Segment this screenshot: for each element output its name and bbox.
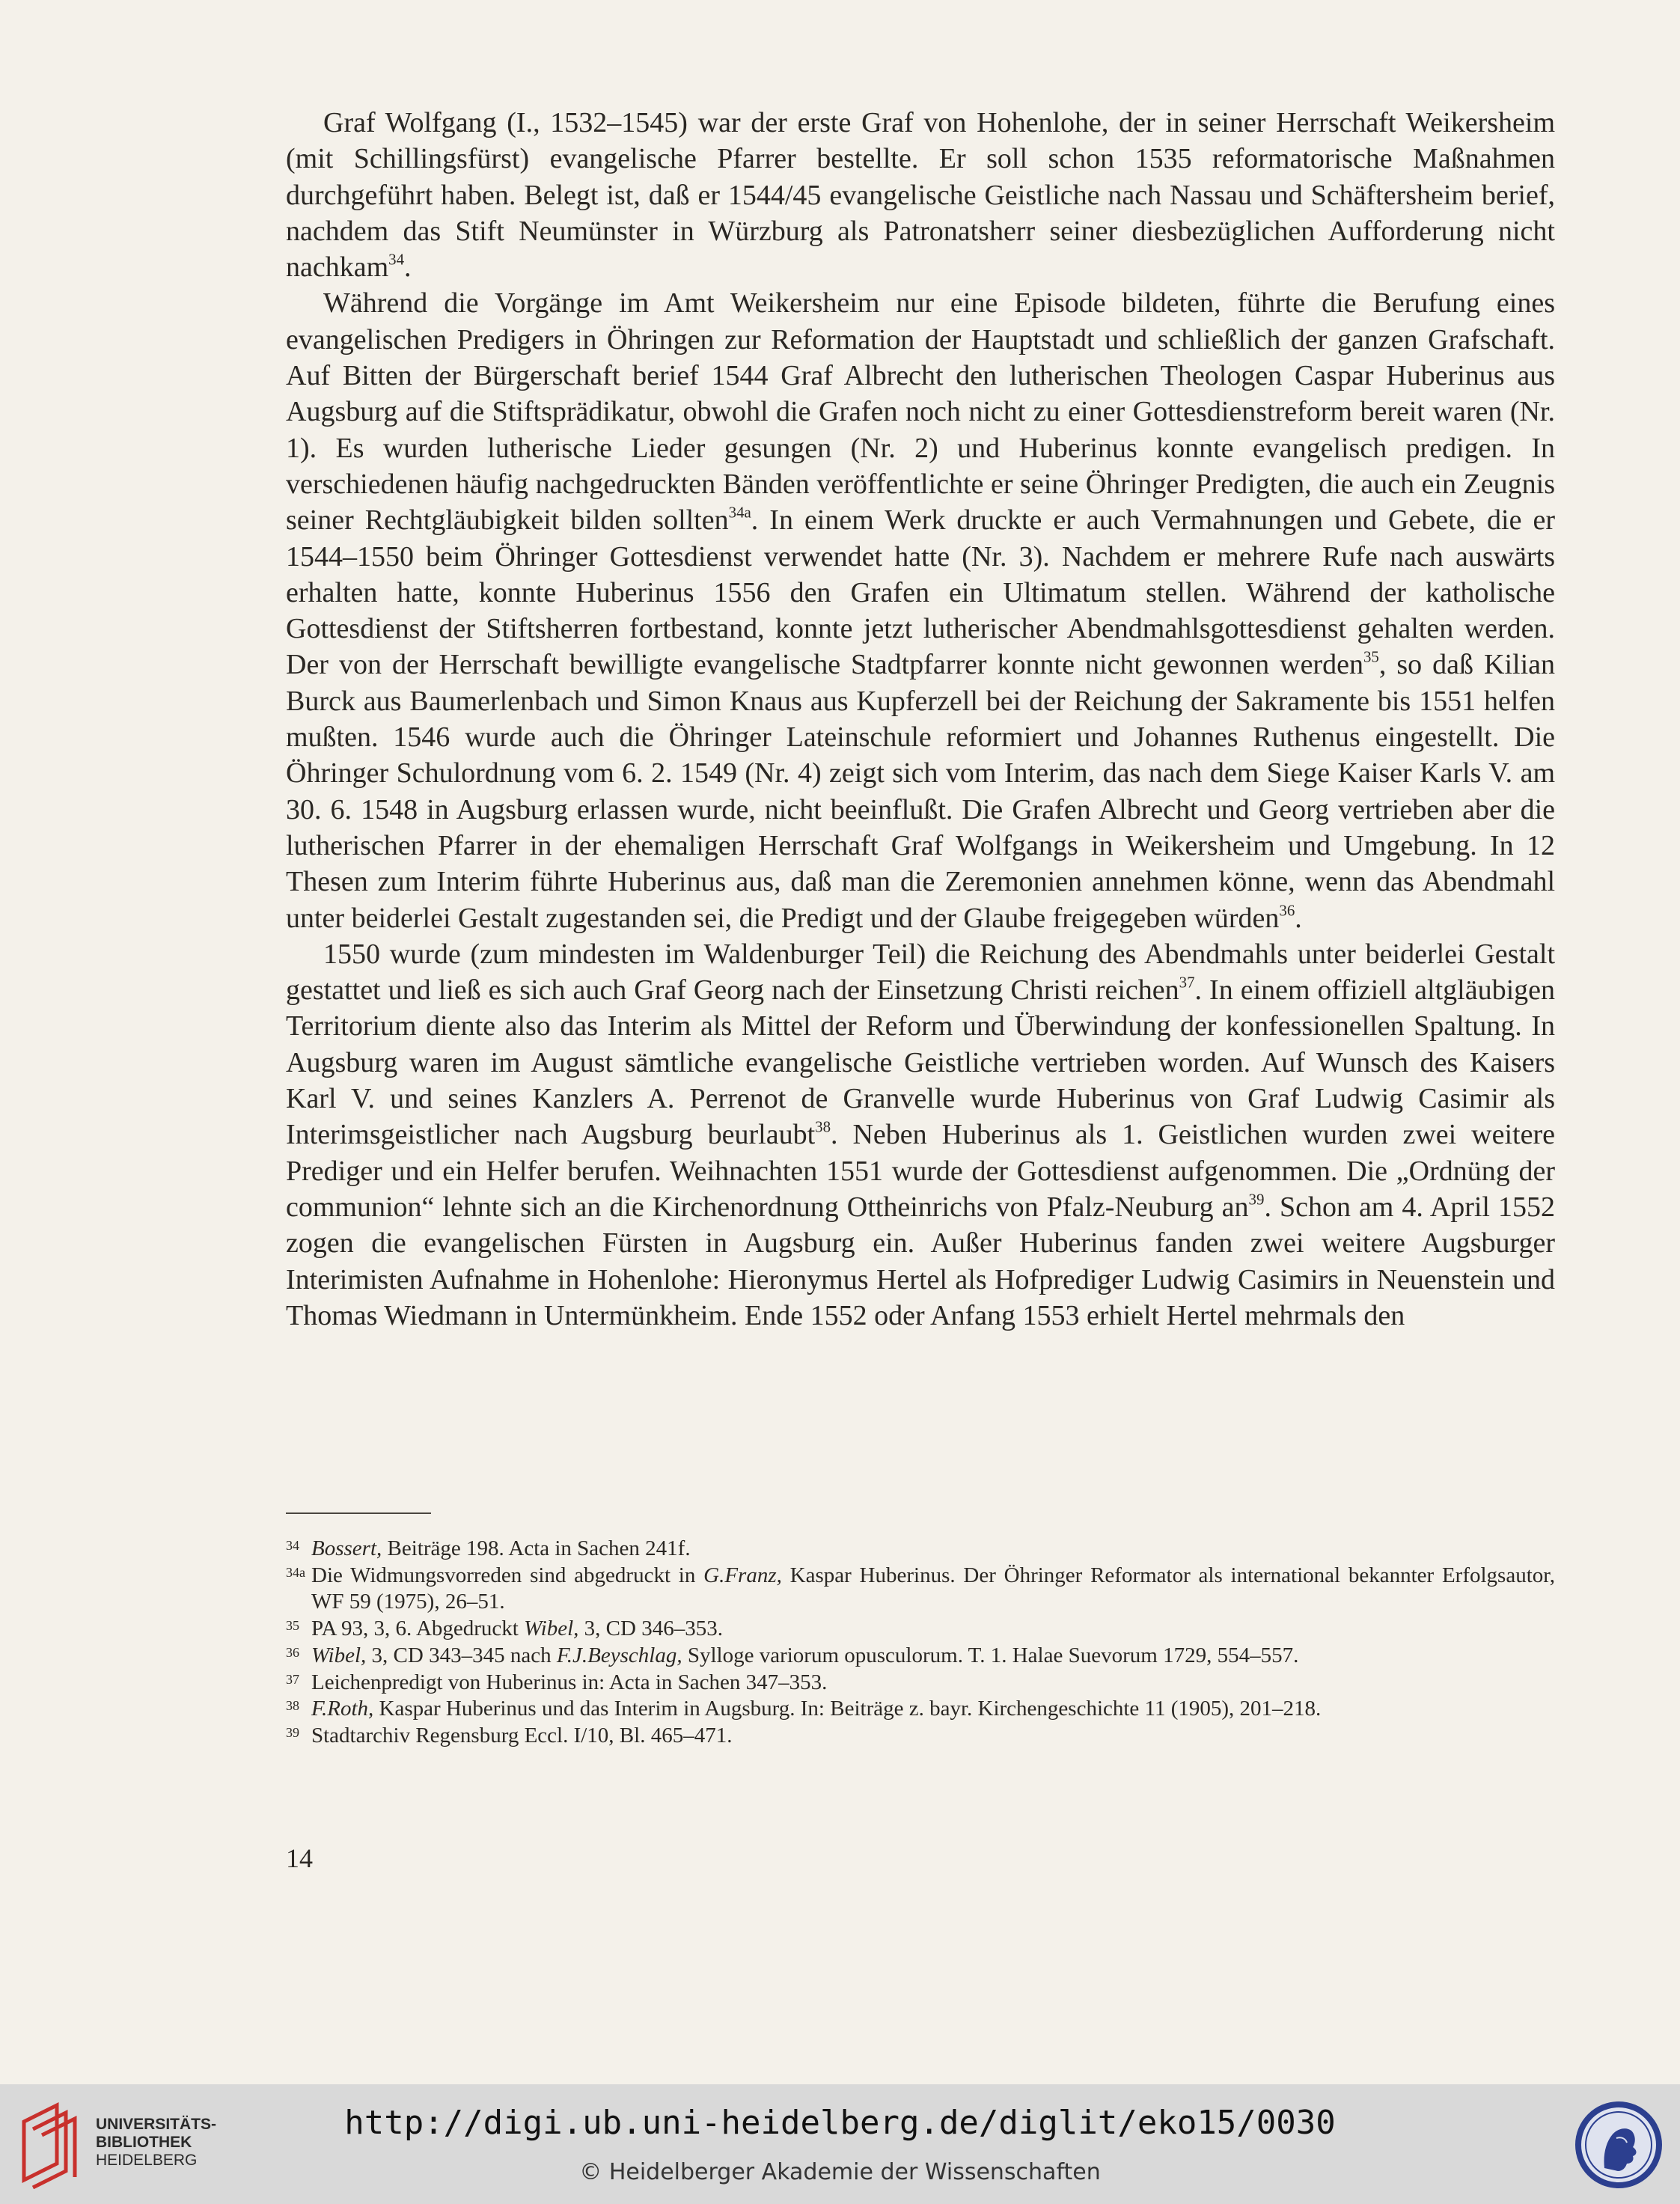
permalink-url[interactable]: http://digi.ub.uni-heidelberg.de/diglit/eko15/0030 (344, 2104, 1336, 2142)
italic-author: F.J.Beyschlag, (556, 1643, 682, 1667)
footnote-reference: 34 (388, 250, 405, 269)
footnote-number: 34 (286, 1538, 299, 1553)
text-run: . (1295, 902, 1302, 934)
footnotes (286, 1536, 1555, 1750)
italic-author: G.Franz, (703, 1563, 782, 1587)
italic-author: Bossert, (311, 1536, 382, 1560)
text-run: Kaspar Huberinus. Der Öhringer Reformator als international bekannter Erfolgsautor, WF 59 (1975), 26–51. (311, 1563, 1556, 1614)
footnote (286, 1696, 1555, 1723)
footnote-reference: 39 (1248, 1190, 1265, 1209)
text-run: Leichenpredigt von Huberinus in: Acta in Sachen 347–353. (311, 1670, 828, 1694)
footnote-reference: 34a (728, 503, 751, 522)
footnote-reference: 37 (1179, 973, 1195, 992)
footnote (286, 1670, 1555, 1697)
copyright-notice: © Heidelberger Akademie der Wissenschaften (579, 2159, 1101, 2185)
footnote-number: 34a (286, 1564, 305, 1580)
footnote-separator (286, 1512, 431, 1514)
footnote-number: 38 (286, 1698, 299, 1714)
text-run: Beiträge 198. Acta in Sachen 241f. (382, 1536, 691, 1560)
text-run: Während die Vorgänge im Amt Weikersheim nur eine Episode bildeten, führte die Berufung eines evangelischen Predigers in Öhringen zur Reformation der Hauptstadt und schließlich der ganzen Grafschaft. Auf Bitten der Bürgerschaft berief 1544 Graf Albrecht den lutherischen Theologen Caspar Huberinus aus Augsburg auf die Stiftsprädikatur, obwohl die Grafen noch nicht zu einer Gottesdienstreform bereit waren (Nr. 1). Es wurden lutherische Lieder gesungen (Nr. 2) und Huberinus konnte evangelisch predigen. In verschiedenen häufig nachgedruckten Bänden veröffentlichte er seine Öhringer Predigten, die auch ein Zeugnis seiner Rechtgläubigkeit bilden sollten (286, 287, 1555, 537)
library-name-line-1: UNIVERSITÄTS- (96, 2116, 217, 2133)
footnote (286, 1616, 1555, 1643)
library-name-line-2: BIBLIOTHEK (96, 2134, 192, 2151)
text-run: . (404, 251, 412, 284)
footnote (286, 1643, 1555, 1670)
footnote (286, 1723, 1555, 1750)
academy-seal-icon (1573, 2099, 1664, 2191)
text-run: Stadtarchiv Regensburg Eccl. I/10, Bl. 465–471. (311, 1723, 733, 1747)
paragraph (286, 936, 1555, 1334)
footnote (286, 1536, 1555, 1563)
paragraph (286, 285, 1555, 935)
viewer-footer (0, 2084, 1680, 2204)
text-run: 3, CD 346–353. (578, 1617, 723, 1641)
text-run: . In einem Werk druckte er auch Vermahnungen und Gebete, die er 1544–1550 beim Öhringer Gottesdienst verwendet hatte (Nr. 3). Nachdem er mehrere Rufe nach auswärts erhalten hatte, konnte Huberinus 1556 den Grafen ein Ultimatum stellen. Während der katholische Gottesdienst der Stiftsherren fortbestand, konnte jetzt lutherischer Abendmahlsgottesdienst gehalten werden. Der von der Herrschaft bewilligte evangelische Stadtpfarrer konnte nicht gewonnen werden (286, 504, 1555, 681)
text-run: Graf Wolfgang (I., 1532–1545) war der erste Graf von Hohenlohe, der in seiner Herrschaft Weikersheim (mit Schillingsfürst) evangelische Pfarrer bestellte. Er soll schon 1535 reformatorische Maßnahmen durchgeführt haben. Belegt ist, daß er 1544/45 evangelische Geistliche nach Nassau und Schäftersheim berief, nachdem das Stift Neumünster in Würzburg als Patronatsherr seiner diesbezüglichen Aufforderung nicht nachkam (286, 107, 1555, 284)
footnote-reference: 38 (815, 1117, 831, 1136)
footnote-reference: 36 (1279, 900, 1295, 919)
text-run: Sylloge variorum opusculorum. T. 1. Halae Suevorum 1729, 554–557. (682, 1643, 1299, 1667)
text-run: . Neben Huberinus als 1. Geistlichen wurden zwei weitere Prediger und ein Helfer berufen. Weihnachten 1551 wurde der Gottesdienst aufgenommen. Die „Ordnüng der communion“ lehnte sich an die Kirchenordnung Ottheinrichs von Pfalz-Neuburg an (286, 1119, 1555, 1223)
main-text (286, 105, 1555, 1334)
footnote-number: 37 (286, 1671, 299, 1687)
text-run: . In einem offiziell altgläubigen Territorium diente also das Interim als Mittel der Reform und Überwindung der konfessionellen Spaltung. In Augsburg waren im August sämtliche evangelische Geistliche vertrieben worden. Auf Wunsch des Kaisers Karl V. und seines Kanzlers A. Perrenot de Granvelle wurde Huberinus von Graf Ludwig Casimir als Interimsgeistlicher nach Augsburg beurlaubt (286, 974, 1556, 1151)
footnote (286, 1563, 1555, 1616)
paragraph (286, 105, 1555, 285)
text-run: Die Widmungsvorreden sind abgedruckt in (311, 1563, 704, 1587)
text-run: . Schon am 4. April 1552 zogen die evangelischen Fürsten in Augsburg ein. Außer Huberinus fanden zwei weitere Augsburger Interimisten Aufnahme in Hohenlohe: Hieronymus Hertel als Hofprediger Ludwig Casimirs in Neuenstein und Thomas Wiedmann in Untermünkheim. Ende 1552 oder Anfang 1553 erhielt Hertel mehrmals den (286, 1191, 1555, 1331)
footnote-number: 36 (286, 1644, 299, 1660)
footnote-reference: 35 (1363, 647, 1379, 666)
text-run: 3, CD 343–345 nach (366, 1643, 557, 1667)
footnote-number: 39 (286, 1724, 299, 1740)
text-run: Kaspar Huberinus und das Interim in Augsburg. In: Beiträge z. bayr. Kirchengeschichte 11 (1905), 201–218. (373, 1697, 1322, 1721)
italic-author: F.Roth, (311, 1697, 374, 1721)
italic-author: Wibel, (524, 1617, 579, 1641)
page-number: 14 (286, 1843, 313, 1873)
footnote-number: 35 (286, 1618, 299, 1634)
library-name-line-3: HEIDELBERG (96, 2152, 198, 2169)
text-run: , so daß Kilian Burck aus Baumerlenbach und Simon Knaus aus Kupferzell bei der Reichung der Sakramente bis 1551 helfen mußten. 1546 wurde auch die Öhringer Lateinschule reformiert und Johannes Ruthenus eingestellt. Die Öhringer Schulordnung vom 6. 2. 1549 (Nr. 4) zeigt sich vom Interim, das nach dem Siege Kaiser Karls V. am 30. 6. 1548 in Augsburg erlassen wurde, nicht beeinflußt. Die Grafen Albrecht und Georg vertrieben aber die lutherischen Pfarrer in der ehemaligen Herrschaft Graf Wolfgangs in Weikersheim und Umgebung. In 12 Thesen zum Interim führte Huberinus aus, daß man die Zeremonien annehmen könne, wenn das Abendmahl unter beiderlei Gestalt zugestanden sei, die Predigt und der Glaube freigegeben würden (286, 649, 1555, 934)
text-run: 1550 wurde (zum mindesten im Waldenburger Teil) die Reichung des Abendmahls unter beiderlei Gestalt gestattet und ließ es sich auch Graf Georg nach der Einsetzung Christi reichen (286, 938, 1555, 1007)
italic-author: Wibel, (311, 1643, 367, 1667)
text-run: PA 93, 3, 6. Abgedruckt (311, 1617, 525, 1641)
